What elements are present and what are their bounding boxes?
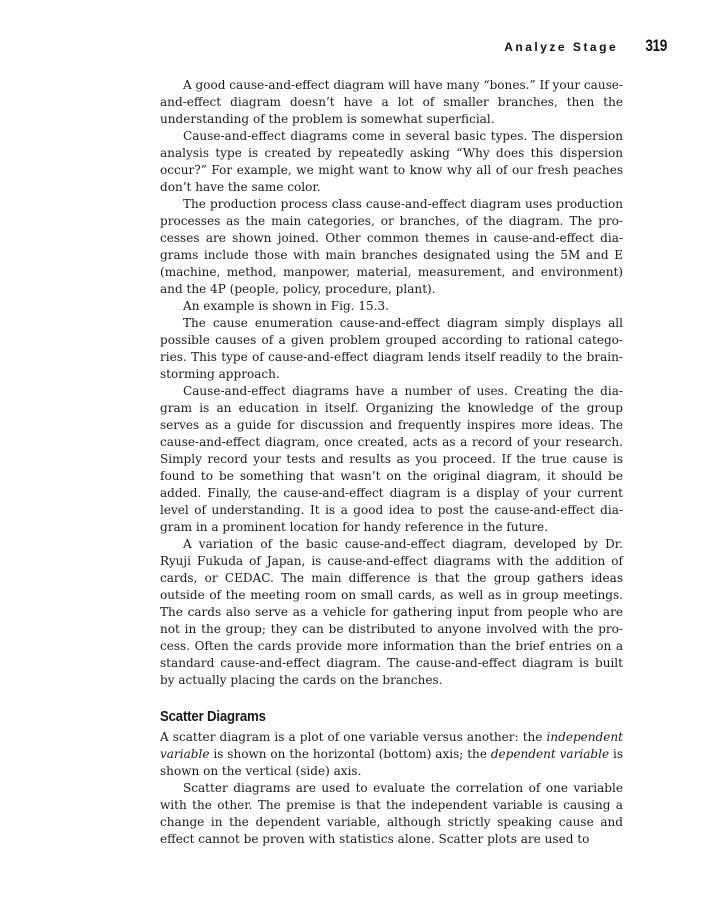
paragraph: The cause enumeration cause-and-effect diagram simply displays all possible causes of a given problem grouped according to rational categories. This type of cause-and-effect diagram lends itself readily to the brainstorming approach.	[160, 316, 623, 381]
paragraph: Cause-and-effect diagrams have a number of uses. Creating the diagram is an education in itself. Organizing the knowledge of the group serves as a guide for discussion and frequently inspires more ideas. The cause-and-effect diagram, once created, acts as a record of your research. Simply record your tests and results as you proceed. If the true cause is found to be something that wasn’t on the original diagram, it should be added. Finally, the cause-and-effect diagram is a display of your current level of understanding. It is a good idea to post the cause-and-effect diagram in a prominent location for handy reference in the future.	[160, 384, 623, 534]
italic-term: independent variable	[160, 730, 623, 761]
paragraph	[160, 729, 623, 780]
italic-term: dependent variable	[490, 747, 610, 761]
text-run: is shown on the vertical (side) axis.	[160, 747, 624, 778]
body-text	[160, 77, 623, 848]
section-title: Analyze Stage	[504, 40, 619, 54]
text-run: is shown on the horizontal (bottom) axis; the	[209, 747, 491, 761]
running-head	[504, 36, 667, 56]
paragraph: A variation of the basic cause-and-effect diagram, developed by Dr. Ryuji Fukuda of Japan, is cause-and-effect diagrams with the addition of cards, or CEDAC. The main difference is that the group gathers ideas outside of the meeting room on small cards, as well as in group meetings. The cards also serve as a vehicle for gathering input from people who are not in the group; they can be distributed to anyone involved with the process. Often the cards provide more information than the brief entries on a standard cause-and-effect diagram. The cause-and-effect diagram is built by actually placing the cards on the branches.	[160, 537, 623, 687]
paragraph: The production process class cause-and-effect diagram uses production processes as the main categories, or branches, of the diagram. The processes are shown joined. Other common themes in cause-and-effect diagrams include those with main branches designated using the 5M and E (machine, method, manpower, material, measurement, and environment) and the 4P (people, policy, procedure, plant).	[160, 197, 623, 296]
page-number: 319	[645, 36, 667, 55]
section-heading: Scatter Diagrams	[160, 708, 266, 725]
paragraph: A good cause-and-effect diagram will have many “bones.” If your cause-and-effect diagram doesn’t have a lot of smaller branches, then the understanding of the problem is somewhat superficial.	[160, 78, 623, 126]
paragraph: Cause-and-effect diagrams come in several basic types. The dispersion analysis type is created by repeatedly asking “Why does this dispersion occur?” For example, we might want to know why all of our fresh peaches don’t have the same color.	[160, 129, 623, 194]
text-run: A scatter diagram is a plot of one variable versus another: the	[160, 730, 547, 744]
paragraph: Scatter diagrams are used to evaluate the correlation of one variable with the other. The premise is that the independent variable is causing a change in the dependent variable, although strictly speaking cause and effect cannot be proven with statistics alone. Scatter plots are used to	[160, 781, 623, 846]
paragraph: An example is shown in Fig. 15.3.	[183, 299, 389, 313]
